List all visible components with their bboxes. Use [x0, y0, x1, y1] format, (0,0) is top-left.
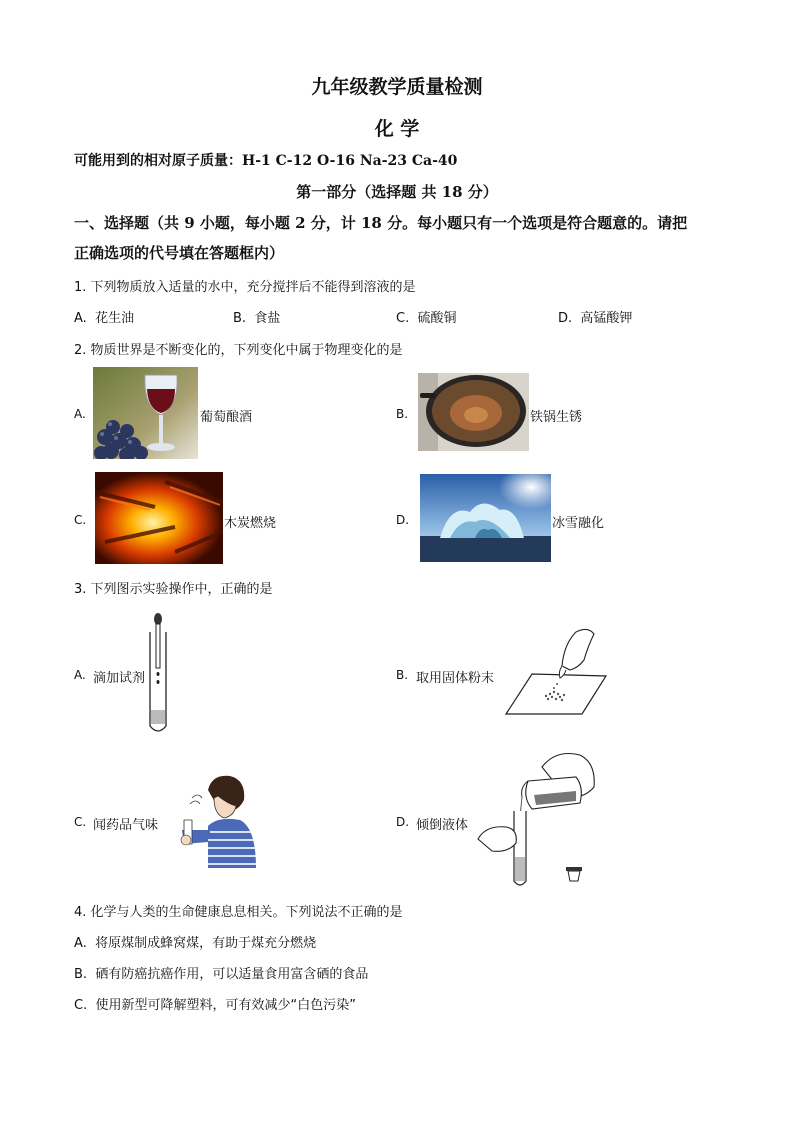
- q2-option-a-letter: A.: [74, 407, 86, 421]
- option-text: 食盐: [254, 311, 281, 326]
- q1-stem: 1. 下列物质放入适量的水中，充分搅拌后不能得到溶液的是: [74, 280, 416, 295]
- q1-option-a[interactable]: [74, 307, 134, 326]
- q4-option-a[interactable]: [74, 932, 316, 951]
- q2-option-d-letter: D.: [396, 513, 410, 527]
- q2-option-d-text: 冰雪融化: [552, 516, 605, 531]
- q2-stem: 2. 物质世界是不断变化的，下列变化中属于物理变化的是: [74, 343, 403, 358]
- melting-iceberg-image: [420, 474, 551, 562]
- atomic-mass-line: 可能用到的相对原子质量：H-1 C-12 O-16 Na-23 Ca-40: [74, 153, 458, 169]
- q3-option-a-letter: A.: [74, 668, 86, 682]
- q2-option-b-text: 铁锅生锈: [530, 410, 583, 425]
- q3-option-a-text: 滴加试剂: [93, 671, 146, 686]
- q4-option-b[interactable]: [74, 963, 368, 982]
- grapes-wine-image: [93, 367, 198, 459]
- q1-option-c[interactable]: [396, 307, 457, 326]
- q4-stem: 4. 化学与人类的生命健康息息相关。下列说法不正确的是: [74, 905, 403, 920]
- q4-option-c[interactable]: [74, 994, 356, 1013]
- option-letter: D.: [558, 311, 573, 326]
- q3-option-c-text: 闻药品气味: [93, 818, 159, 833]
- option-text: 使用新型可降解塑料，可有效减少“白色污染”: [95, 998, 356, 1013]
- dropper-test-tube-drawing: [146, 612, 170, 736]
- option-text: 硒有防癌抗癌作用，可以适量食用富含硒的食品: [95, 967, 369, 982]
- option-letter: B.: [233, 311, 247, 326]
- q2-option-c-letter: C.: [74, 513, 87, 527]
- person-smelling-drawing: [178, 770, 258, 868]
- option-text: 高锰酸钾: [580, 311, 633, 326]
- section1-instructions-line2: 正确选项的代号填在答题框内）: [74, 244, 285, 262]
- option-letter: A.: [74, 311, 87, 326]
- q3-option-c-letter: C.: [74, 815, 87, 829]
- q1-option-d[interactable]: [558, 307, 632, 326]
- q2-option-a-text: 葡萄酿酒: [200, 410, 253, 425]
- burning-charcoal-image: [95, 472, 223, 564]
- rusty-wok-image: [418, 373, 529, 451]
- q3-option-d-text: 倾倒液体: [416, 818, 469, 833]
- section1-instructions-line1: 一、选择题（共 9 小题，每小题 2 分，计 18 分。每小题只有一个选项是符合题意的。请把: [74, 214, 688, 232]
- q3-option-d-letter: D.: [396, 815, 410, 829]
- exam-title: 九年级教学质量检测: [311, 76, 483, 98]
- q1-option-b[interactable]: [233, 307, 280, 326]
- part1-heading: 第一部分（选择题 共 18 分）: [296, 183, 498, 201]
- option-letter: B.: [74, 967, 88, 982]
- q2-option-b-letter: B.: [396, 407, 409, 421]
- q2-option-c-text: 木炭燃烧: [224, 516, 277, 531]
- option-letter: A.: [74, 936, 87, 951]
- q3-option-b-letter: B.: [396, 668, 409, 682]
- q3-stem: 3. 下列图示实验操作中，正确的是: [74, 582, 273, 597]
- option-text: 将原煤制成蜂窝煤，有助于煤充分燃烧: [95, 936, 317, 951]
- powder-on-paper-drawing: [504, 626, 608, 716]
- option-text: 硫酸铜: [417, 311, 457, 326]
- subject-title: 化 学: [374, 118, 420, 140]
- option-letter: C.: [74, 998, 88, 1013]
- option-text: 花生油: [95, 311, 135, 326]
- option-letter: C.: [396, 311, 410, 326]
- pouring-liquid-drawing: [476, 747, 602, 889]
- q3-option-b-text: 取用固体粉末: [416, 671, 495, 686]
